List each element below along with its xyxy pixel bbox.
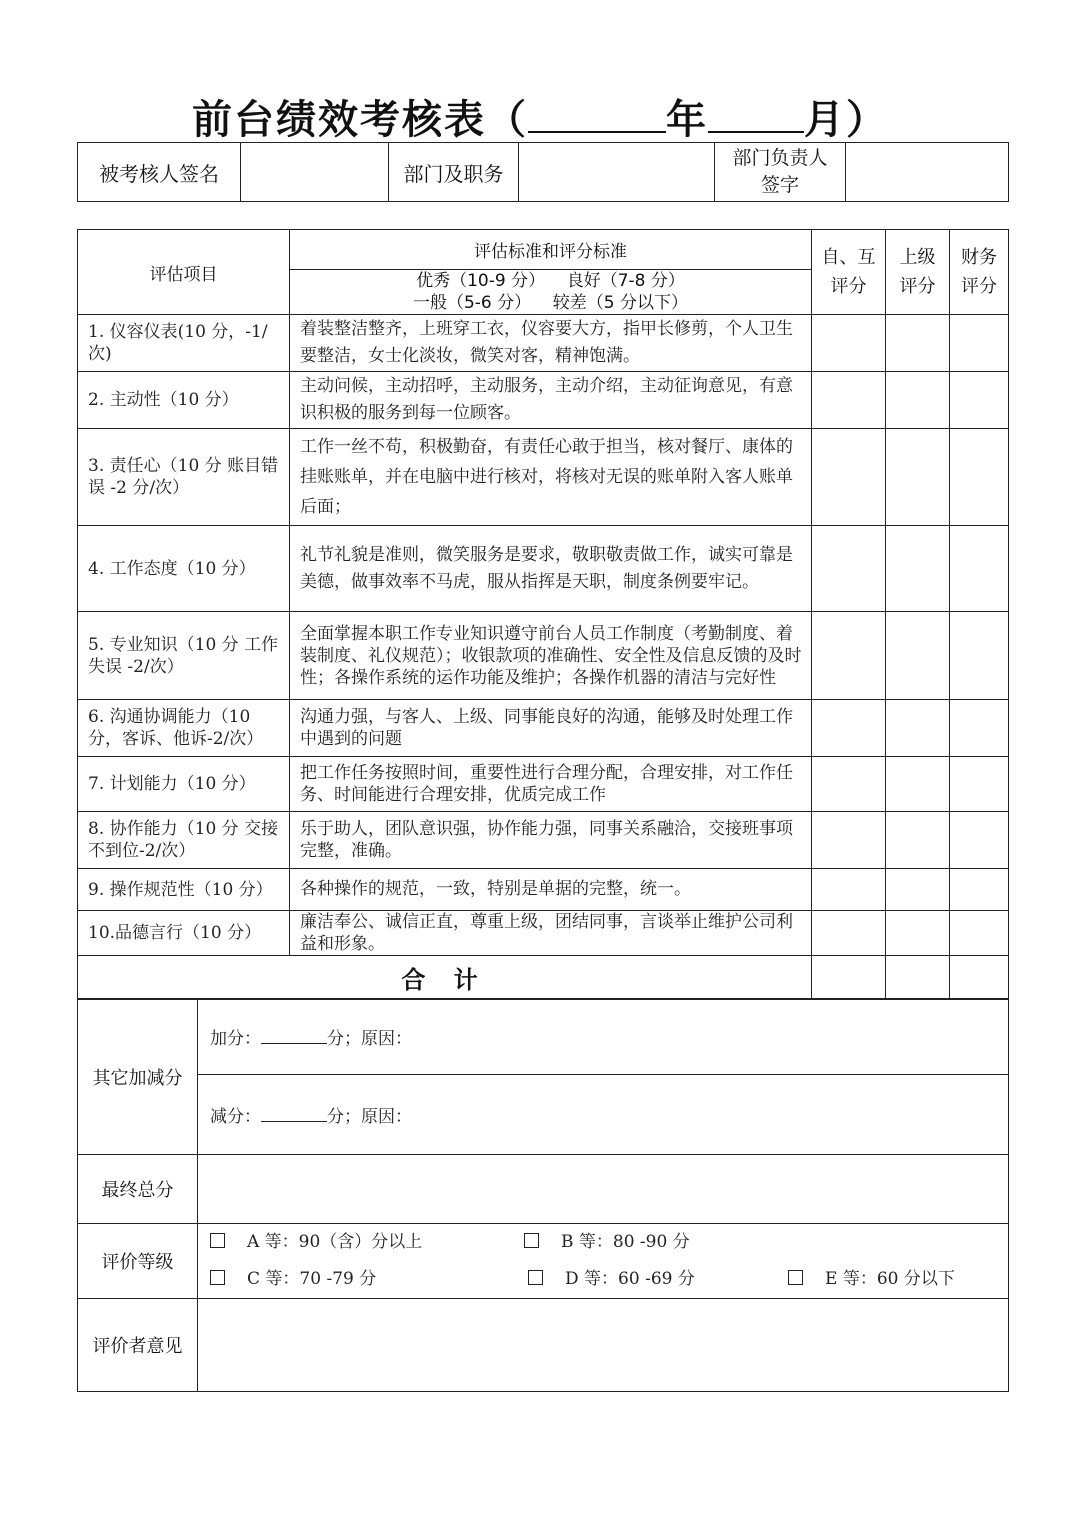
table-row <box>78 612 1009 700</box>
finance-score-cell[interactable] <box>950 700 1009 757</box>
self-score-cell[interactable] <box>812 700 886 757</box>
grade-a-option[interactable]: A 等：90（含）分以上 <box>210 1224 422 1261</box>
row-standard: 把工作任务按照时间，重要性进行合理分配，合理安排，对工作任务、时间能进行合理安排，优质完成工作 <box>290 757 812 812</box>
table-row <box>78 700 1009 757</box>
checkbox-icon[interactable] <box>788 1270 803 1285</box>
superior-score-cell[interactable] <box>886 612 950 700</box>
row-item: 3. 责任心（10 分 账目错误 -2 分/次） <box>78 429 290 526</box>
row-item: 9. 操作规范性（10 分） <box>78 869 290 911</box>
superior-score-cell[interactable] <box>886 700 950 757</box>
grade-c-option[interactable]: C 等：70 -79 分 <box>210 1261 376 1298</box>
row-item: 6. 沟通协调能力（10 分，客诉、他诉-2/次） <box>78 700 290 757</box>
self-score-cell[interactable] <box>812 911 886 956</box>
finance-score-cell[interactable] <box>950 812 1009 869</box>
sub-points-field[interactable]: 减分： 分；原因： <box>198 1075 1009 1155</box>
info-table <box>77 142 1009 202</box>
table-row <box>78 812 1009 869</box>
total-self-score-cell[interactable] <box>812 956 886 1000</box>
self-score-cell[interactable] <box>812 612 886 700</box>
row-standard: 各种操作的规范，一致，特别是单据的完整，统一。 <box>290 869 812 911</box>
grade-e-option[interactable]: E 等：60 分以下 <box>788 1261 955 1298</box>
title-prefix: 前台绩效考核表（ <box>192 97 528 143</box>
superior-score-cell[interactable] <box>886 429 950 526</box>
superior-score-cell[interactable] <box>886 757 950 812</box>
opinion-label: 评价者意见 <box>78 1299 198 1392</box>
table-row <box>78 526 1009 612</box>
finance-score-cell[interactable] <box>950 315 1009 372</box>
checkbox-icon[interactable] <box>210 1233 225 1248</box>
superior-score-cell[interactable] <box>886 315 950 372</box>
dept-label: 部门及职务 <box>389 143 519 202</box>
year-blank[interactable] <box>528 97 666 133</box>
title-month: 月） <box>804 97 888 143</box>
finance-score-cell[interactable] <box>950 869 1009 911</box>
grade-d-option[interactable]: D 等：60 -69 分 <box>528 1261 695 1298</box>
table-row <box>78 315 1009 372</box>
total-superior-score-cell[interactable] <box>886 956 950 1000</box>
grade-options <box>198 1224 1009 1299</box>
row-standard: 全面掌握本职工作专业知识遵守前台人员工作制度（考勤制度、着装制度、礼仪规范）；收银款项的准确性、安全性及信息反馈的及时性；各操作系统的运作功能及维护；各操作机器的清洁与完好性 <box>290 612 812 700</box>
checkbox-icon[interactable] <box>528 1270 543 1285</box>
header-finance-score: 财务 评分 <box>950 230 1009 315</box>
row-standard: 着装整洁整齐，上班穿工衣，仪容要大方，指甲长修剪，个人卫生要整洁，女士化淡妆，微笑对客，精神饱满。 <box>290 315 812 372</box>
table-row <box>78 372 1009 429</box>
table-row <box>78 429 1009 526</box>
row-item: 8. 协作能力（10 分 交接不到位-2/次） <box>78 812 290 869</box>
superior-score-cell[interactable] <box>886 812 950 869</box>
row-standard: 工作一丝不苟，积极勤奋，有责任心敢于担当，核对餐厅、康体的挂账账单，并在电脑中进行核对，将核对无误的账单附入客人账单后面； <box>290 429 812 526</box>
checkbox-icon[interactable] <box>524 1233 539 1248</box>
header-superior-score: 上级 评分 <box>886 230 950 315</box>
row-standard: 廉洁奉公、诚信正直，尊重上级，团结同事，言谈举止维护公司利益和形象。 <box>290 911 812 956</box>
finance-score-cell[interactable] <box>950 526 1009 612</box>
add-points-blank[interactable] <box>261 1027 327 1044</box>
row-item: 5. 专业知识（10 分 工作失误 -2/次） <box>78 612 290 700</box>
total-row <box>78 956 1009 1000</box>
finance-score-cell[interactable] <box>950 429 1009 526</box>
row-standard: 沟通力强，与客人、上级、同事能良好的沟通，能够及时处理工作中遇到的问题 <box>290 700 812 757</box>
self-score-cell[interactable] <box>812 315 886 372</box>
row-item: 10.品德言行（10 分） <box>78 911 290 956</box>
header-legend: 优秀（10-9 分） 良好（7-8 分） 一般（5-6 分） 较差（5 分以下） <box>290 270 812 315</box>
dept-field[interactable] <box>519 143 715 202</box>
row-standard: 乐于助人，团队意识强，协作能力强，同事关系融洽，交接班事项完整，准确。 <box>290 812 812 869</box>
finance-score-cell[interactable] <box>950 612 1009 700</box>
row-standard: 礼节礼貌是准则，微笑服务是要求，敬职敬责做工作，诚实可靠是美德，做事效率不马虎，服从指挥是天职，制度条例要牢记。 <box>290 526 812 612</box>
appraisee-signature-field[interactable] <box>241 143 389 202</box>
row-item: 2. 主动性（10 分） <box>78 372 290 429</box>
grade-b-option[interactable]: B 等：80 -90 分 <box>524 1224 690 1261</box>
summary-table <box>77 998 1009 1392</box>
row-item: 7. 计划能力（10 分） <box>78 757 290 812</box>
month-blank[interactable] <box>708 97 804 133</box>
add-points-field[interactable]: 加分： 分；原因： <box>198 999 1009 1075</box>
superior-score-cell[interactable] <box>886 869 950 911</box>
self-score-cell[interactable] <box>812 869 886 911</box>
self-score-cell[interactable] <box>812 372 886 429</box>
row-item: 1. 仪容仪表(10 分，-1/次) <box>78 315 290 372</box>
superior-score-cell[interactable] <box>886 911 950 956</box>
self-score-cell[interactable] <box>812 429 886 526</box>
self-score-cell[interactable] <box>812 526 886 612</box>
table-row <box>78 911 1009 956</box>
title-year: 年 <box>666 97 708 143</box>
superior-score-cell[interactable] <box>886 372 950 429</box>
extra-points-label: 其它加减分 <box>78 999 198 1155</box>
finance-score-cell[interactable] <box>950 757 1009 812</box>
final-score-field[interactable] <box>198 1155 1009 1224</box>
grade-label: 评价等级 <box>78 1224 198 1299</box>
dept-head-label: 部门负责人 签字 <box>715 143 846 202</box>
total-finance-score-cell[interactable] <box>950 956 1009 1000</box>
header-item: 评估项目 <box>78 230 290 315</box>
self-score-cell[interactable] <box>812 757 886 812</box>
row-standard: 主动问候，主动招呼，主动服务，主动介绍，主动征询意见，有意识积极的服务到每一位顾客。 <box>290 372 812 429</box>
table-row <box>78 869 1009 911</box>
evaluation-table <box>77 229 1009 1000</box>
final-score-label: 最终总分 <box>78 1155 198 1224</box>
header-standard: 评估标准和评分标准 <box>290 230 812 270</box>
row-item: 4. 工作态度（10 分） <box>78 526 290 612</box>
dept-head-signature-field[interactable] <box>846 143 1009 202</box>
self-score-cell[interactable] <box>812 812 886 869</box>
sub-points-blank[interactable] <box>261 1105 327 1122</box>
finance-score-cell[interactable] <box>950 911 1009 956</box>
page-title <box>0 88 1080 145</box>
opinion-field[interactable] <box>198 1299 1009 1392</box>
appraisee-label: 被考核人签名 <box>78 143 241 202</box>
superior-score-cell[interactable] <box>886 526 950 612</box>
checkbox-icon[interactable] <box>210 1270 225 1285</box>
finance-score-cell[interactable] <box>950 372 1009 429</box>
total-label: 合 计 <box>78 956 812 1000</box>
header-self-score: 自、互 评分 <box>812 230 886 315</box>
table-row <box>78 757 1009 812</box>
